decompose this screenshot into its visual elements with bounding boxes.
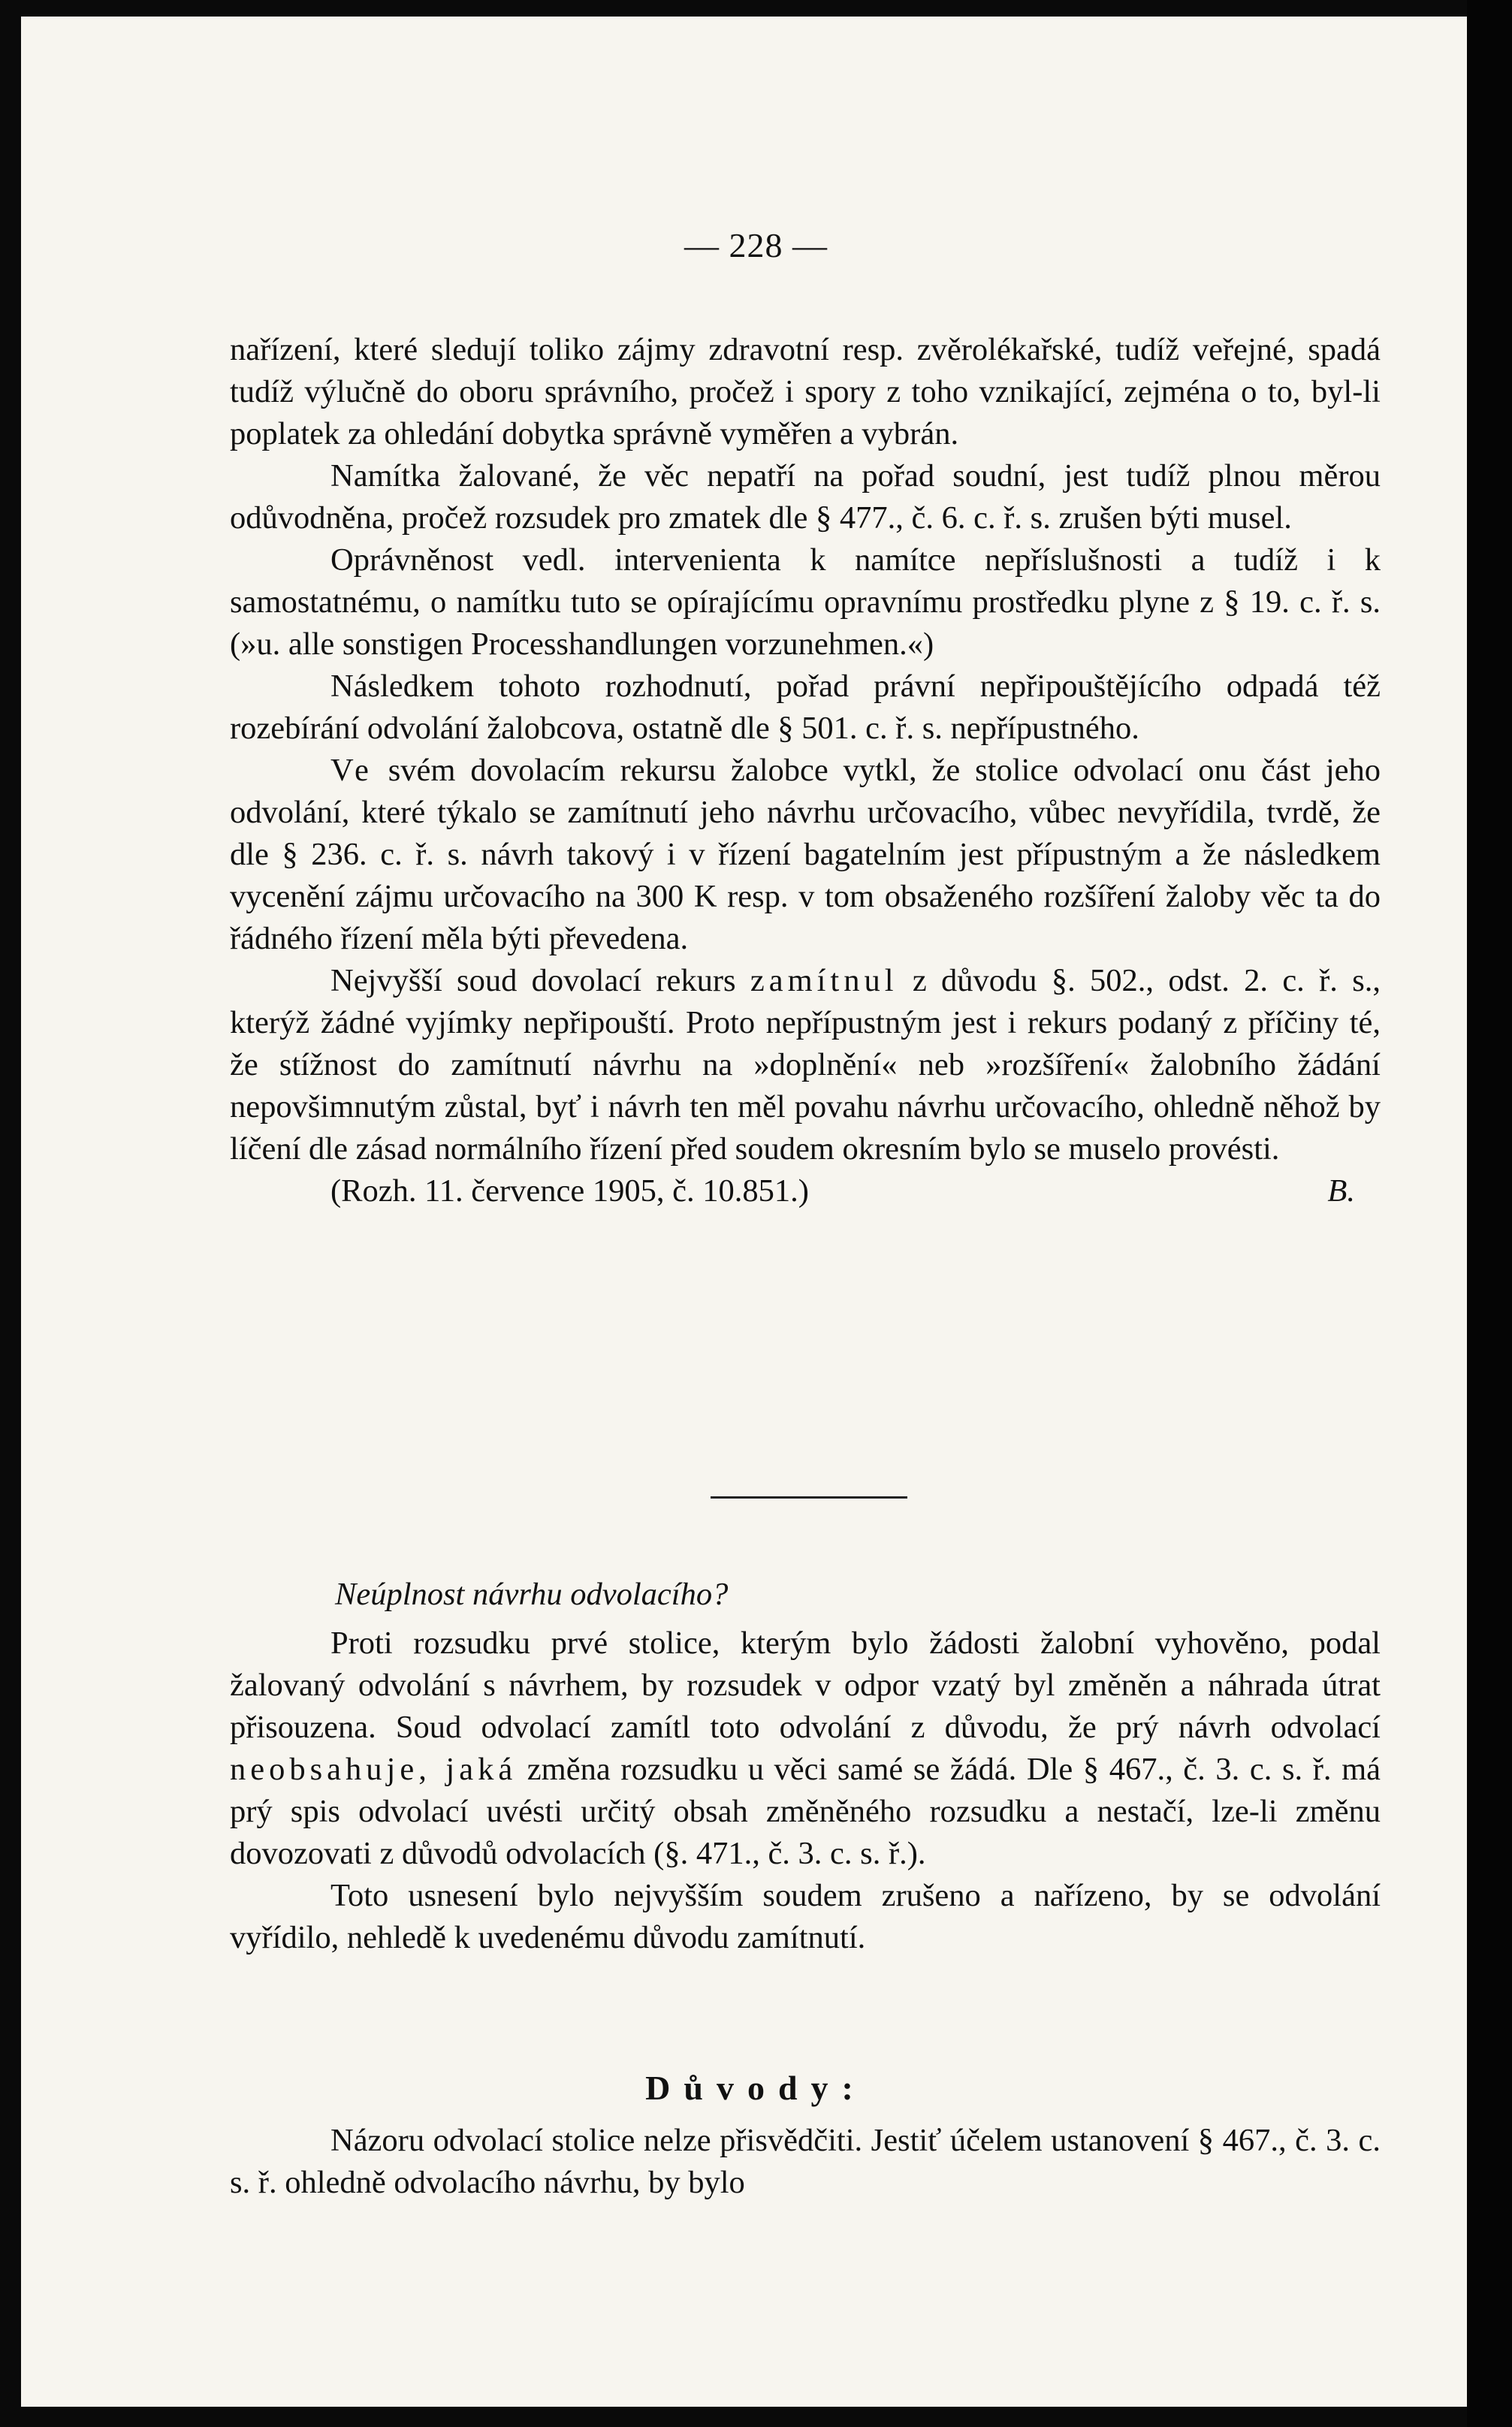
reasons-heading: Důvody: <box>645 2069 867 2107</box>
author-initial: B. <box>1327 1173 1355 1209</box>
paragraph-ruling: Toto usnesení bylo nejvyšším soudem zrušeno a nařízeno, by se odvolání vyřídilo, nehledě k uvedenému důvodu zamítnutí. <box>230 1878 1381 1955</box>
case-text <box>230 1623 1381 1959</box>
paragraph-supreme-court <box>230 960 1381 1170</box>
paragraph-text: Nejvyšší soud dovolací rekurs <box>330 963 750 998</box>
paragraph-text: svém dovolacím rekursu žalobce vytkl, že stolice odvolací onu část jeho odvolání, které týkalo se zamítnutí jeho návrhu určovacího, vůbec nevyřídila, tvrdě, že dle § 236. c. ř. s. návrh takový i v řízení bagatelním jest přípustným a že následkem vycenění zájmu určovacího na 300 K resp. v tom obsaženého rozšíření žaloby věc ta do řádného řízení měla býti převedena. <box>230 753 1381 956</box>
paragraph-appeal <box>230 750 1381 960</box>
paragraph-text: z důvodu §. 502., odst. 2. c. ř. s., kterýž žádné vyjímky nepřipouští. Proto nepřípustným jest i rekurs podaný z příčiny té, že stížnost do zamítnutí návrhu na »doplnění« neb »rozšíření« žalobního žádání nepovšimnutým zůstal, byť i návrh ten měl povahu návrhu určovacího, ohledně něhož by líčení dle zásad normálního řízení před soudem okresním bylo se muselo provésti. <box>230 963 1381 1167</box>
spaced-word: zamítnul <box>750 963 898 998</box>
spaced-word: neobsahuje, jaká <box>230 1752 518 1787</box>
decision-text <box>230 329 1381 1212</box>
paragraph-case-facts <box>230 1623 1381 1875</box>
paragraph-text: Proti rozsudku prvé stolice, kterým bylo žádosti žalobní vyhověno, podal žalovaný odvolání s návrhem, by rozsudek v odpor vzatý byl změněn a náhrada útrat přisouzena. Soud odvolací zamítl toto odvolání z důvodu, že prý návrh odvolací <box>230 1626 1381 1745</box>
page-number: — 228 — <box>684 226 828 264</box>
scan-edge-shadow <box>1467 0 1512 2427</box>
paragraph-intervenient: Oprávněnost vedl. intervenienta k namítce nepříslušnosti a tudíž i k samostatnému, o namítku tuto se opírajícímu opravnímu prostředku plyne z § 19. c. ř. s. (»u. alle sonstigen Processhandlungen vorzunehmen.«) <box>230 542 1381 662</box>
section-divider <box>711 1496 907 1499</box>
citation-line <box>230 1170 1381 1212</box>
spaced-word: Ve <box>330 753 373 788</box>
citation: (Rozh. 11. července 1905, č. 10.851.) <box>330 1173 809 1209</box>
paragraph-text: změna rozsudku u věci samé se žádá. Dle § 467., č. 3. c. s. ř. má prý spis odvolací uvésti určitý obsah změněného rozsudku a nestačí, lze-li změnu dovozovati z důvodů odvolacích (§. 471., č. 3. c. s. ř.). <box>230 1752 1381 1871</box>
paragraph-objection: Namítka žalované, že věc nepatří na pořad soudní, jest tudíž plnou měrou odůvodněna, pročež rozsudek pro zmatek dle § 477., č. 6. c. ř. s. zrušen býti musel. <box>230 458 1381 536</box>
reasons-text <box>230 2120 1381 2204</box>
paragraph-continuation: nařízení, které sledují toliko zájmy zdravotní resp. zvěrolékařské, tudíž veřejné, spadá tudíž výlučně do oboru správního, pročež i spory z toho vznikající, zejména o to, byl-li poplatek za ohledání dobytka správně vyměřen a vybrán. <box>230 332 1381 451</box>
paragraph-reasons: Názoru odvolací stolice nelze přisvědčiti. Jestiť účelem ustanovení § 467., č. 3. c. s. ř. ohledně odvolacího návrhu, by bylo <box>230 2123 1381 2200</box>
paragraph-consequence: Následkem tohoto rozhodnutí, pořad právní nepřipouštějícího odpadá též rozebírání odvolání žalobcova, ostatně dle § 501. c. ř. s. nepřípustného. <box>230 669 1381 746</box>
section-heading: Neúplnost návrhu odvolacího? <box>335 1577 729 1612</box>
